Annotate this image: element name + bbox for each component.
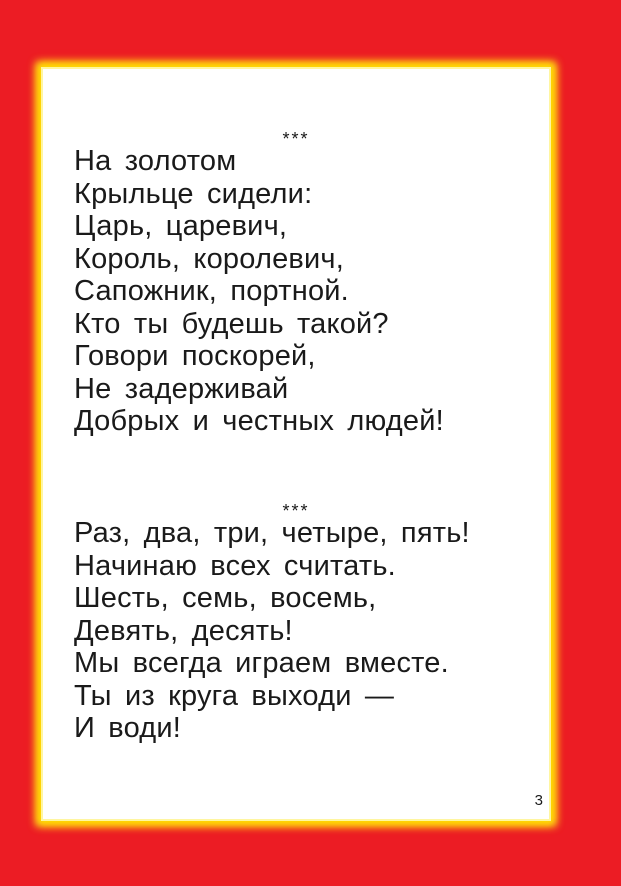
- poem-separator: ***: [282, 129, 310, 149]
- poem-separator: ***: [282, 501, 310, 521]
- poem-line: Сапожник, портной.: [74, 275, 349, 307]
- poem-line: Царь, царевич,: [74, 210, 288, 242]
- poem-line: Девять, десять!: [74, 614, 293, 647]
- poem-counting-rhyme-2: [74, 503, 516, 745]
- poem-line: Начинаю всех считать.: [74, 549, 396, 582]
- poem-line: Говори поскорей,: [74, 340, 316, 372]
- poem-line: Не задерживай: [74, 372, 289, 405]
- poem-line: Король, королевич,: [74, 242, 344, 275]
- poem-line: И води!: [74, 712, 182, 744]
- poem-line: Крыльце сидели:: [74, 177, 313, 210]
- poem-line: Раз, два, три, четыре, пять!: [74, 517, 470, 549]
- book-page: [43, 69, 549, 819]
- poem-line: Шесть, семь, восемь,: [74, 582, 377, 614]
- poem-line: Кто ты будешь такой?: [74, 307, 389, 340]
- poem-line: На золотом: [74, 145, 237, 177]
- poem-line: Добрых и честных людей!: [74, 405, 444, 437]
- poem-counting-rhyme-1: [74, 131, 516, 438]
- poem-line: Мы всегда играем вместе.: [74, 647, 449, 679]
- page-number: 3: [534, 792, 543, 809]
- poem-line: Ты из круга выходи —: [74, 679, 395, 712]
